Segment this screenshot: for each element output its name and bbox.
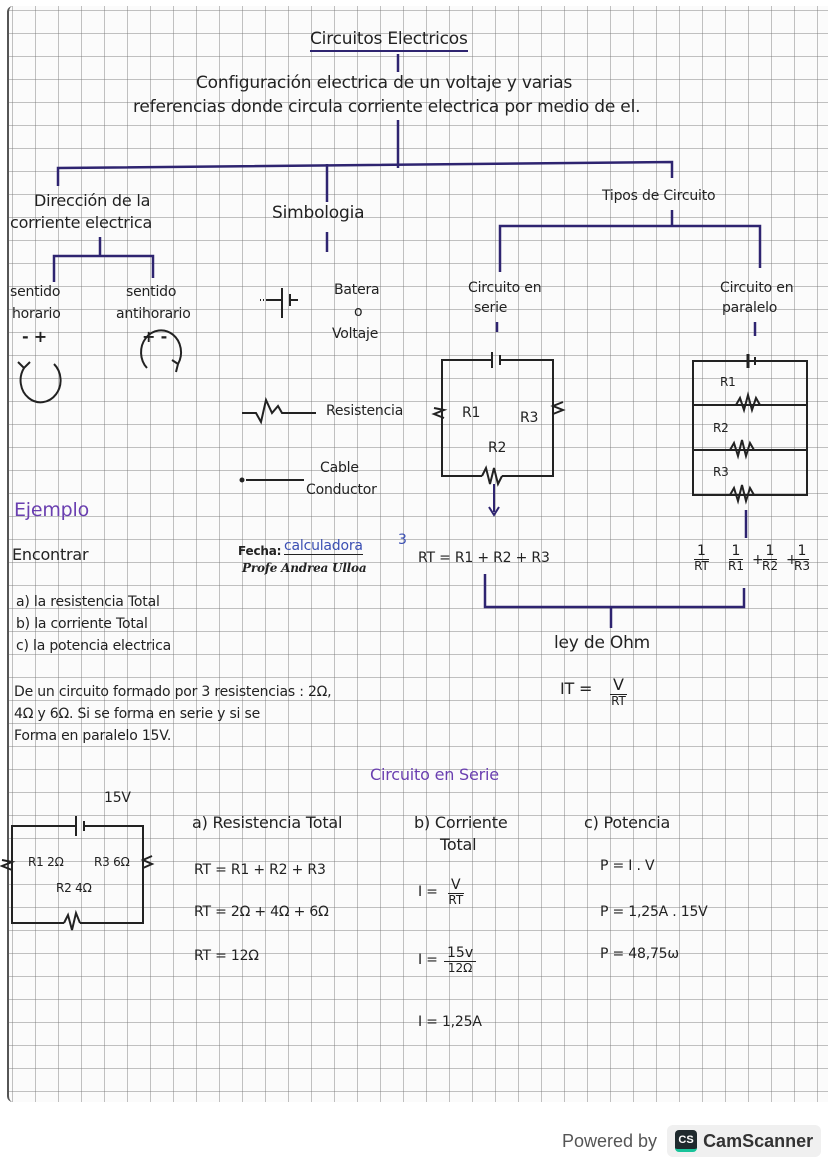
definition-line-1: Configuración electrica de un voltaje y varias — [196, 73, 573, 93]
cable-label-2: Conductor — [306, 482, 377, 498]
problem-line-3: Forma en paralelo 15V. — [14, 728, 172, 744]
horario-label-1: sentido — [10, 284, 61, 300]
plus-1: + — [752, 552, 764, 568]
a-title: a) Resistencia Total — [192, 813, 343, 832]
example-r1-label: R1 2Ω — [28, 855, 64, 869]
example-voltage-label: 15V — [104, 790, 131, 806]
paralelo-formula-term-2: $\frac{1}{R2}$ — [762, 543, 778, 574]
a-line-2: RT = 2Ω + 4Ω + 6Ω — [194, 904, 329, 920]
stamp-number: 3 — [398, 532, 407, 548]
profe-signature: Profe Andrea Ulloa — [242, 561, 367, 575]
camscanner-logo-icon: CS — [675, 1130, 697, 1152]
b-title-2: Total — [440, 835, 477, 854]
antihorario-signs: + - — [142, 327, 168, 346]
a-line-1: RT = R1 + R2 + R3 — [194, 862, 326, 878]
ejemplo-heading: Ejemplo — [14, 499, 90, 521]
paralelo-r2-label: R2 — [713, 421, 729, 435]
camscanner-brand: CamScanner — [703, 1130, 814, 1151]
example-r2-label: R2 4Ω — [56, 881, 92, 895]
paralelo-r1-label: R1 — [720, 375, 736, 389]
b-eq1-fraction: $\frac{V}{RT}$ — [448, 877, 464, 908]
camscanner-badge[interactable] — [667, 1125, 821, 1157]
ejemplo-item-a: a) la resistencia Total — [16, 594, 160, 610]
serie-solution-heading: Circuito en Serie — [370, 765, 499, 784]
resistencia-label: Resistencia — [326, 403, 404, 419]
ley-ohm-lhs: IT = — [560, 679, 593, 698]
bateria-label-3: Voltaje — [332, 326, 379, 342]
b-title-1: b) Corriente — [414, 813, 508, 832]
ley-ohm-title: ley de Ohm — [554, 633, 651, 653]
bateria-label-2: o — [354, 304, 363, 320]
paralelo-formula-lhs: $\frac{1}{RT}$ — [694, 543, 709, 574]
c-title: c) Potencia — [584, 813, 671, 832]
tipos-title: Tipos de Circuito — [602, 188, 716, 204]
ley-ohm-fraction: V RT — [611, 675, 626, 708]
horario-signs: - + — [22, 327, 48, 346]
c-line-1: P = I . V — [600, 858, 655, 874]
paralelo-r3-label: R3 — [713, 465, 729, 479]
direccion-title-2: corriente electrica — [10, 213, 153, 232]
definition-line-2: referencias donde circula corriente electrica por medio de el. — [133, 97, 641, 117]
antihorario-label-1: sentido — [126, 284, 177, 300]
ejemplo-item-b: b) la corriente Total — [16, 616, 148, 632]
c-line-2: P = 1,25A . 15V — [600, 904, 708, 920]
ejemplo-item-c: c) la potencia electrica — [16, 638, 171, 654]
fecha-value: calculadora — [284, 538, 363, 554]
problem-line-2: 4Ω y 6Ω. Si se forma en serie y si se — [14, 706, 260, 722]
paralelo-title-2: paralelo — [722, 300, 778, 316]
camscanner-footer — [562, 1122, 821, 1160]
serie-r1-label: R1 — [462, 405, 481, 421]
horario-label-2: horario — [12, 306, 61, 322]
fecha-label: Fecha: — [238, 544, 282, 558]
b-eq1-lhs: I = — [418, 884, 438, 900]
paralelo-title-1: Circuito en — [720, 280, 794, 296]
serie-title-1: Circuito en — [468, 280, 542, 296]
antihorario-label-2: antihorario — [116, 306, 191, 322]
problem-line-1: De un circuito formado por 3 resistencias : 2Ω, — [14, 684, 332, 700]
powered-by-text: Powered by — [562, 1130, 658, 1151]
direccion-title-1: Dirección de la — [34, 191, 151, 210]
example-r3-label: R3 6Ω — [94, 855, 130, 869]
paralelo-formula-term-1: $\frac{1}{R1}$ — [728, 543, 744, 574]
simbologia-title: Simbologia — [272, 203, 365, 223]
serie-r2-label: R2 — [488, 440, 507, 456]
page-title: Circuitos Electricos — [310, 30, 468, 52]
b-eq2-lhs: I = — [418, 952, 438, 968]
c-line-3: P = 48,75ω — [600, 946, 679, 962]
bateria-label-1: Batera — [334, 282, 380, 298]
plus-2: + — [786, 552, 798, 568]
serie-formula: RT = R1 + R2 + R3 — [418, 550, 550, 566]
serie-title-2: serie — [474, 300, 508, 316]
a-line-3: RT = 12Ω — [194, 948, 259, 964]
cable-label-1: Cable — [320, 460, 359, 476]
paralelo-formula-term-3: $\frac{1}{R3}$ — [794, 543, 810, 574]
b-result: I = 1,25A — [418, 1014, 482, 1030]
b-eq2-fraction: $\frac{15v}{12\Omega}$ — [444, 946, 476, 976]
serie-r3-label: R3 — [520, 410, 539, 426]
encontrar-label: Encontrar — [12, 545, 89, 564]
